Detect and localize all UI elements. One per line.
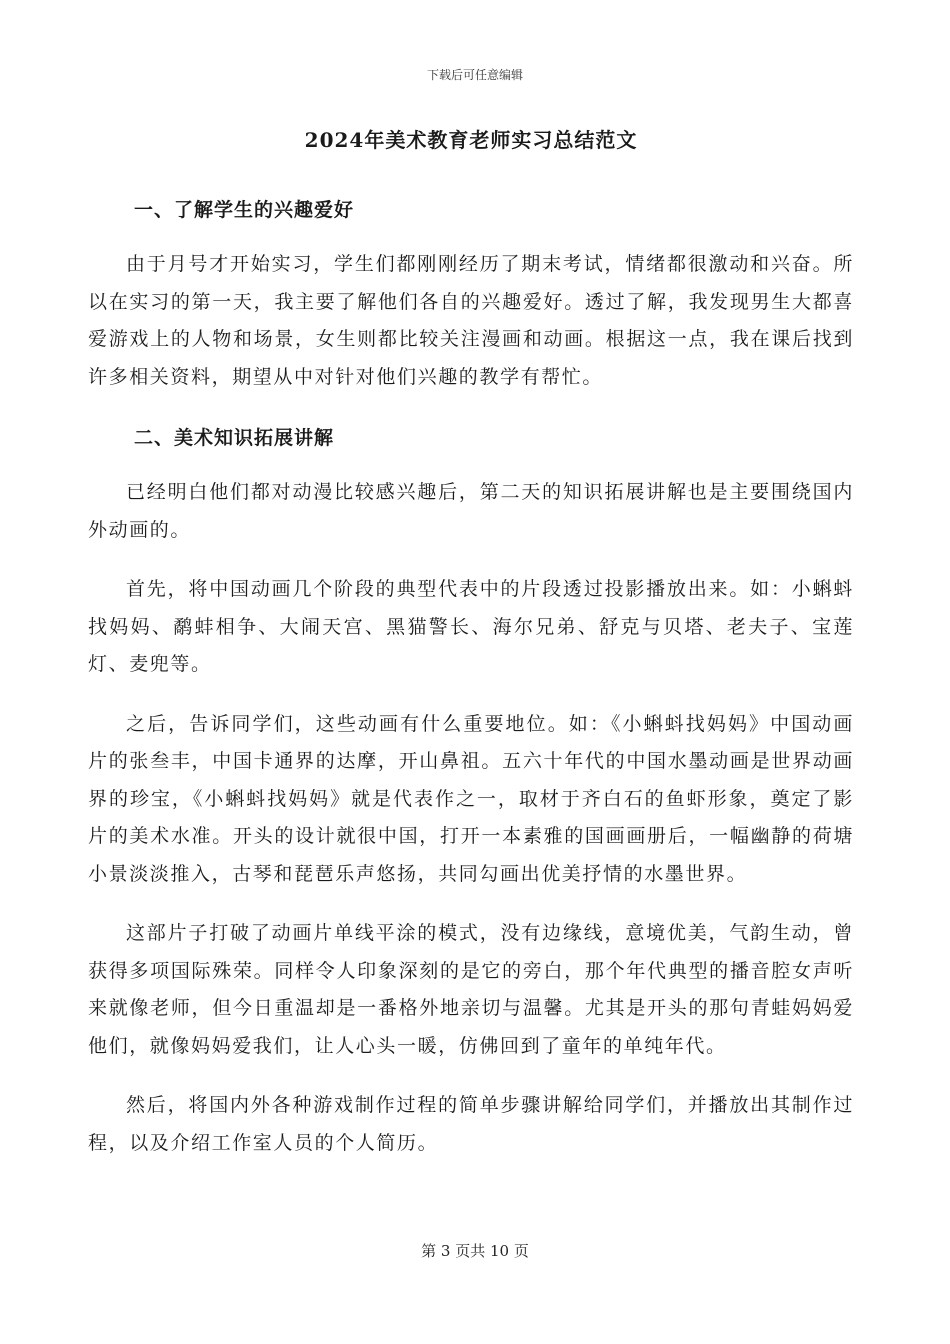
section-heading-interests: 一、了解学生的兴趣爱好	[134, 199, 355, 221]
page-header-note: 下载后可任意编辑	[426, 68, 523, 82]
paragraph: 由于月号才开始实习，学生们都刚刚经历了期末考试，情绪都很激动和兴奋。所以在实习的第一天，我主要了解他们各自的兴趣爱好。透过了解，我发现男生大都喜爱游戏上的人物和场景，女生则都比较关注漫画和动画。根据这一点，我在课后找到许多相关资料，期望从中对针对他们兴趣的教学有帮忙。	[88, 253, 854, 388]
paragraph: 首先，将中国动画几个阶段的典型代表中的片段透过投影播放出来。如：小蝌蚪找妈妈、鹬蚌相争、大闹天宫、黑猫警长、海尔兄弟、舒克与贝塔、老夫子、宝莲灯、麦兜等。	[88, 578, 854, 675]
paragraph: 这部片子打破了动画片单线平涂的模式，没有边缘线，意境优美，气韵生动，曾获得多项国际殊荣。同样令人印象深刻的是它的旁白，那个年代典型的播音腔女声听来就像老师，但今日重温却是一番格外地亲切与温馨。尤其是开头的那句青蛙妈妈爱他们，就像妈妈爱我们，让人心头一暖，仿佛回到了童年的单纯年代。	[88, 922, 854, 1057]
section-heading-art-knowledge: 二、美术知识拓展讲解	[134, 427, 335, 449]
document-title: 2024年美术教育老师实习总结范文	[304, 128, 638, 152]
page-number: 第 3 页共 10 页	[421, 1242, 529, 1260]
paragraph: 已经明白他们都对动漫比较感兴趣后，第二天的知识拓展讲解也是主要围绕国内外动画的。	[88, 481, 854, 541]
document-body	[88, 120, 854, 1184]
paragraph: 之后，告诉同学们，这些动画有什么重要地位。如：《小蝌蚪找妈妈》中国动画片的张叁丰，中国卡通界的达摩，开山鼻祖。五六十年代的中国水墨动画是世界动画界的珍宝，《小蝌蚪找妈妈》就是代表作之一，取材于齐白石的鱼虾形象，奠定了影片的美术水准。开头的设计就很中国，打开一本素雅的国画画册后，一幅幽静的荷塘小景淡淡推入，古琴和琵琶乐声悠扬，共同勾画出优美抒情的水墨世界。	[88, 712, 854, 885]
paragraph: 然后，将国内外各种游戏制作过程的简单步骤讲解给同学们，并播放出其制作过程，以及介绍工作室人员的个人简历。	[88, 1094, 854, 1154]
